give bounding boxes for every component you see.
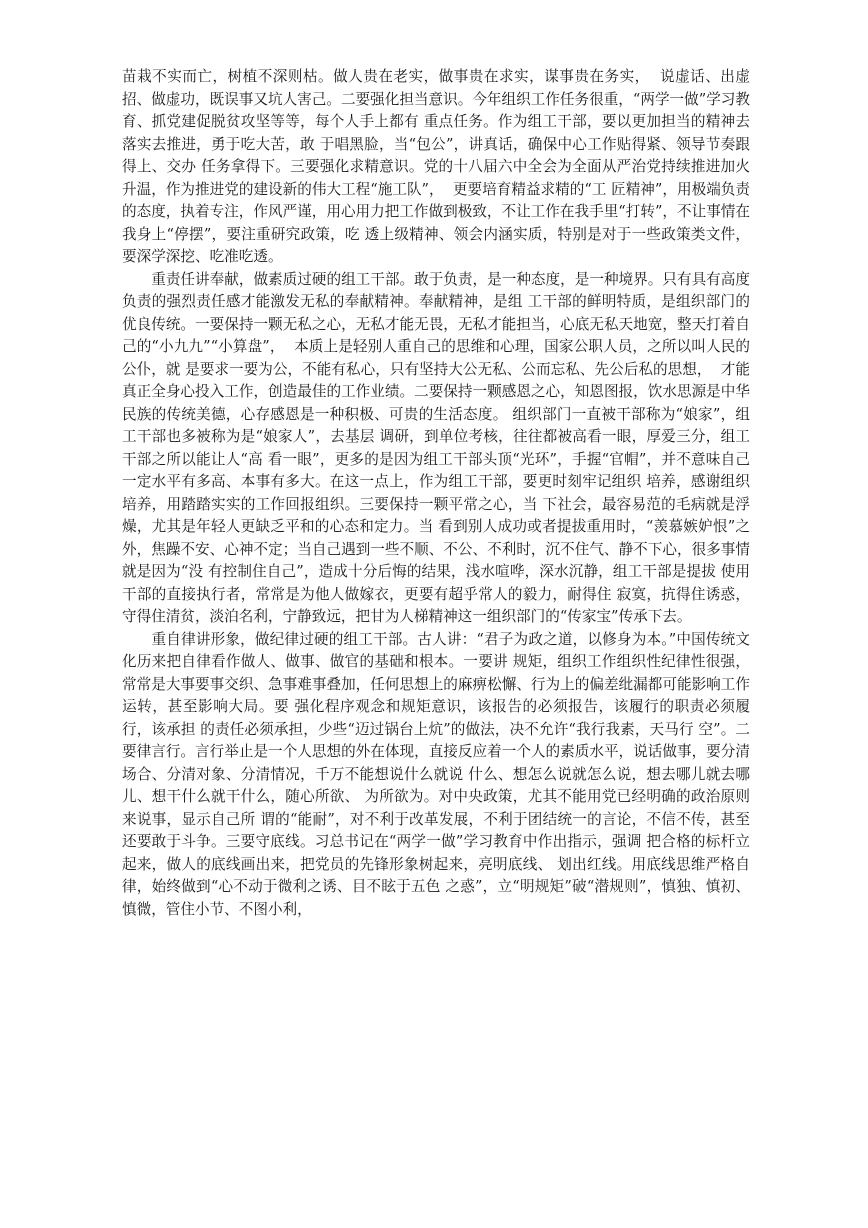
- document-body: [122, 66, 750, 921]
- paragraph-responsibility: 重责任讲奉献，做素质过硬的组工干部。敢于负责，是一种态度，是一种境界。只有具有高度负责的强烈责任感才能激发无私的奉献精神。奉献精神，是组 工干部的鲜明特质，是组织部门的优良传统。一要保持一颗无私之心，无私才能无畏，无私才能担当，心底无私天地宽，整天打着自己的“小九九”“小算盘”， 本质上是轻别人重自己的思维和心理，国家公职人员，之所以叫人民的公仆，就 是要求一要为公，不能有私心，只有坚持大公无私、公而忘私、先公后私的思想， 才能真正全身心投入工作，创造最佳的工作业绩。二要保持一颗感恩之心，知恩图报，饮水思源是中华民族的传统美德，心存感恩是一种积极、可贵的生活态度。 组织部门一直被干部称为“娘家”，组工干部也多被称为是“娘家人”，去基层 调研，到单位考核，往往都被高看一眼，厚爱三分，组工干部之所以能让人“高 看一眼”，更多的是因为组工干部头顶“光环”，手握“官帽”，并不意味自己一定水平有多高、本事有多大。在这一点上，作为组工干部，要更时刻牢记组织 培养，感谢组织培养，用踏踏实实的工作回报组织。三要保持一颗平常之心，当 下社会，最容易范的毛病就是浮燥，尤其是年轻人更缺乏平和的心态和定力。当 看到别人成功或者提拔重用时，“羡慕嫉妒恨”之外，焦躁不安、心神不定；当自己遇到一些不顺、不公、不利时，沉不住气、静不下心，很多事情就是因为“没 有控制住自己”，造成十分后悔的结果，浅水喧哗，深水沉静，组工干部是提拔 使用干部的直接执行者，常常是为他人做嫁衣，更要有超乎常人的毅力，耐得住 寂寞，抗得住诱惑，守得住清贫，淡泊名利，宁静致远，把甘为人梯精神这一组织部门的“传家宝”传承下去。: [122, 270, 750, 625]
- paragraph-self-discipline: 重自律讲形象，做纪律过硬的组工干部。古人讲：“君子为政之道，以修身为本。”中国传统文化历来把自律看作做人、做事、做官的基础和根本。一要讲 规矩，组织工作组织性纪律性很强，常常是大事要事交织、急事难事叠加，任何思想上的麻痹松懈、行为上的偏差纰漏都可能影响工作运转，甚至影响大局。要 强化程序观念和规矩意识，该报告的必须报告，该履行的职责必须履行，该承担 的责任必须承担，少些“迈过锅台上炕”的做法，决不允许“我行我素，天马行 空”。二要律言行。言行举止是一个人思想的外在体现，直接反应着一个人的素质水平，说话做事，要分清场合、分清对象、分清情况，千万不能想说什么就说 什么、想怎么说就怎么说，想去哪儿就去哪儿、想干什么就干什么，随心所欲、 为所欲为。对中央政策，尤其不能用党已经明确的政治原则来说事，显示自己所 谓的“能耐”，对不利于改革发展，不利于团结统一的言论，不信不传，甚至还要敢于斗争。三要守底线。习总书记在“两学一做”学习教育中作出指示，强调 把合格的标杆立起来，做人的底线画出来，把党员的先锋形象树起来，亮明底线、 划出红线。用底线思维严格自律，始终做到“心不动于微利之诱、目不眩于五色 之惑”，立“明规矩”破“潜规则”，慎独、慎初、慎微，管住小节、不图小利，: [122, 630, 750, 918]
- paragraph-diligence: 苗栽不实而亡，树植不深则枯。做人贵在老实，做事贵在求实，谋事贵在务实， 说虚话、出虚招、做虚功，既误事又坑人害己。二要强化担当意识。今年组织工作任务很重，“两学一做”学习教育、抓党建促脱贫攻坚等等，每个人手上都有 重点任务。作为组工干部，要以更加担当的精神去落实去推进，勇于吃大苦，敢 于唱黑脸，当“包公”，讲真话，确保中心工作贴得紧、领导节奏跟得上、交办 任务拿得下。三要强化求精意识。党的十八届六中全会为全面从严治党持续推进加火升温，作为推进党的建设新的伟大工程“施工队”， 更要培育精益求精的“工 匠精神”，用极端负责的态度，执着专注，作风严谨，用心用力把工作做到极致，不让工作在我手里“打转”，不让事情在我身上“停摆”，要注重研究政策，吃 透上级精神、领会内涵实质，特别是对于一些政策类文件，要深学深挖、吃准吃透。: [122, 68, 750, 265]
